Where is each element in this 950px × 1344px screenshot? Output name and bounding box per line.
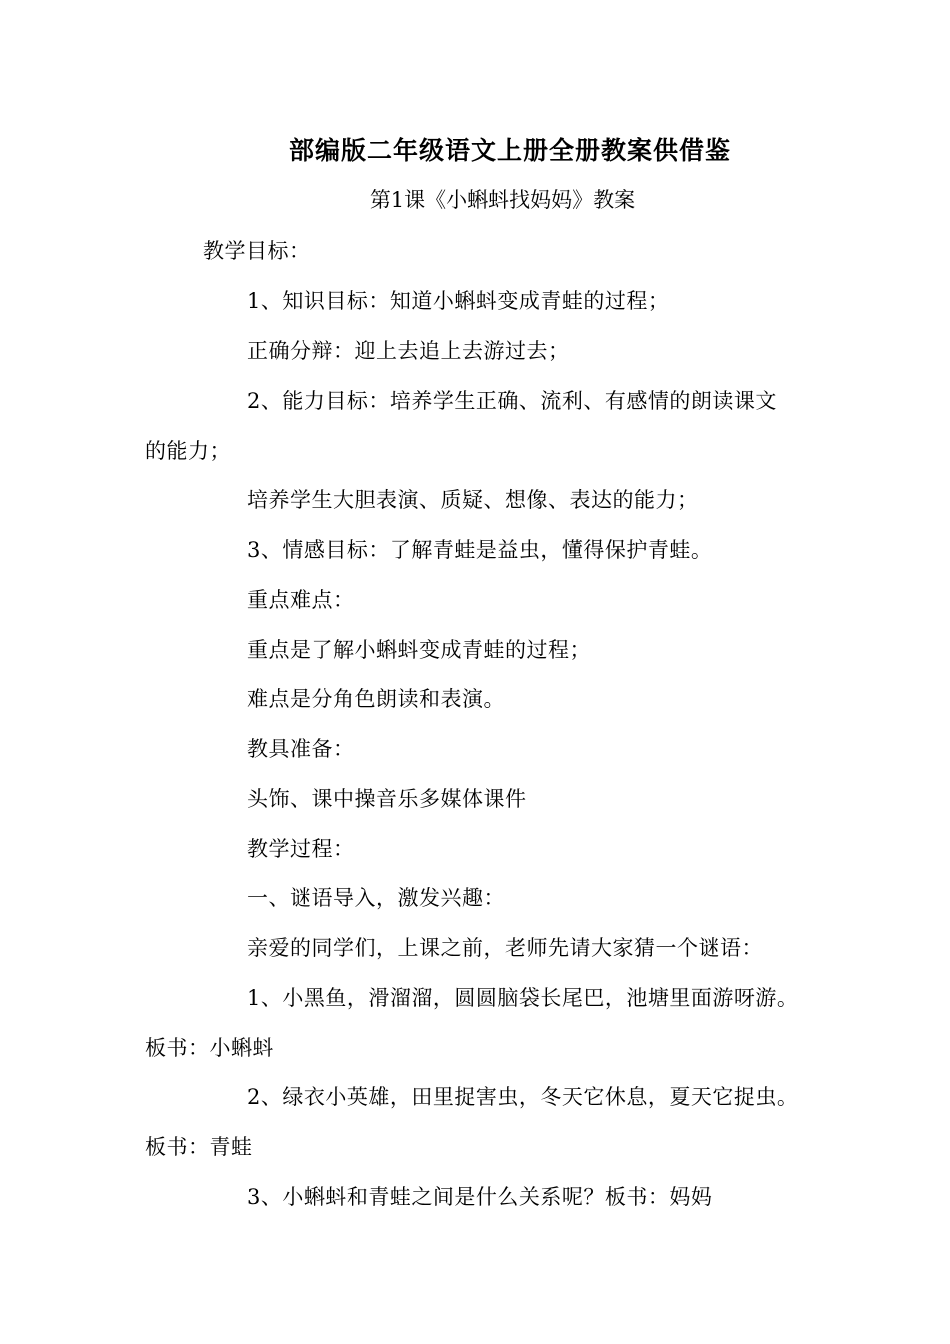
paragraph-line: 亲爱的同学们，上课之前，老师先请大家猜一个谜语： [247, 936, 763, 960]
paragraph-line: 板书：小蝌蚪 [145, 1036, 274, 1060]
section-heading-key-points: 重点难点： [247, 588, 355, 612]
paragraph-line: 难点是分角色朗读和表演。 [247, 687, 505, 711]
section-heading-process: 教学过程： [247, 837, 355, 861]
paragraph-line: 的能力； [145, 439, 231, 463]
paragraph-line: 3、小蝌蚪和青蛙之间是什么关系呢？板书：妈妈 [247, 1185, 713, 1209]
paragraph-line: 3、情感目标：了解青蛙是益虫，懂得保护青蛙。 [247, 538, 713, 562]
section-heading-teaching-goals: 教学目标： [203, 239, 311, 263]
paragraph-line: 头饰、课中操音乐多媒体课件 [247, 787, 527, 811]
paragraph-line: 1、小黑鱼，滑溜溜，圆圆脑袋长尾巴，池塘里面游呀游。 [247, 986, 799, 1010]
paragraph-line: 2、绿衣小英雄，田里捉害虫，冬天它休息，夏天它捉虫。 [247, 1085, 799, 1109]
paragraph-line: 一、谜语导入，激发兴趣： [247, 886, 505, 910]
paragraph-line: 板书：青蛙 [145, 1135, 253, 1159]
section-heading-materials: 教具准备： [247, 737, 355, 761]
paragraph-line: 1、知识目标：知道小蝌蚪变成青蛙的过程； [247, 289, 670, 313]
paragraph-line: 正确分辩：迎上去追上去游过去； [247, 339, 570, 363]
paragraph-line: 培养学生大胆表演、质疑、想像、表达的能力； [247, 488, 699, 512]
lesson-title: 第1课《小蝌蚪找妈妈》教案 [369, 188, 636, 212]
paragraph-line: 重点是了解小蝌蚪变成青蛙的过程； [247, 638, 591, 662]
paragraph-line: 2、能力目标：培养学生正确、流利、有感情的朗读课文 [247, 389, 777, 413]
document-title: 部编版二年级语文上册全册教案供借鉴 [288, 136, 731, 165]
